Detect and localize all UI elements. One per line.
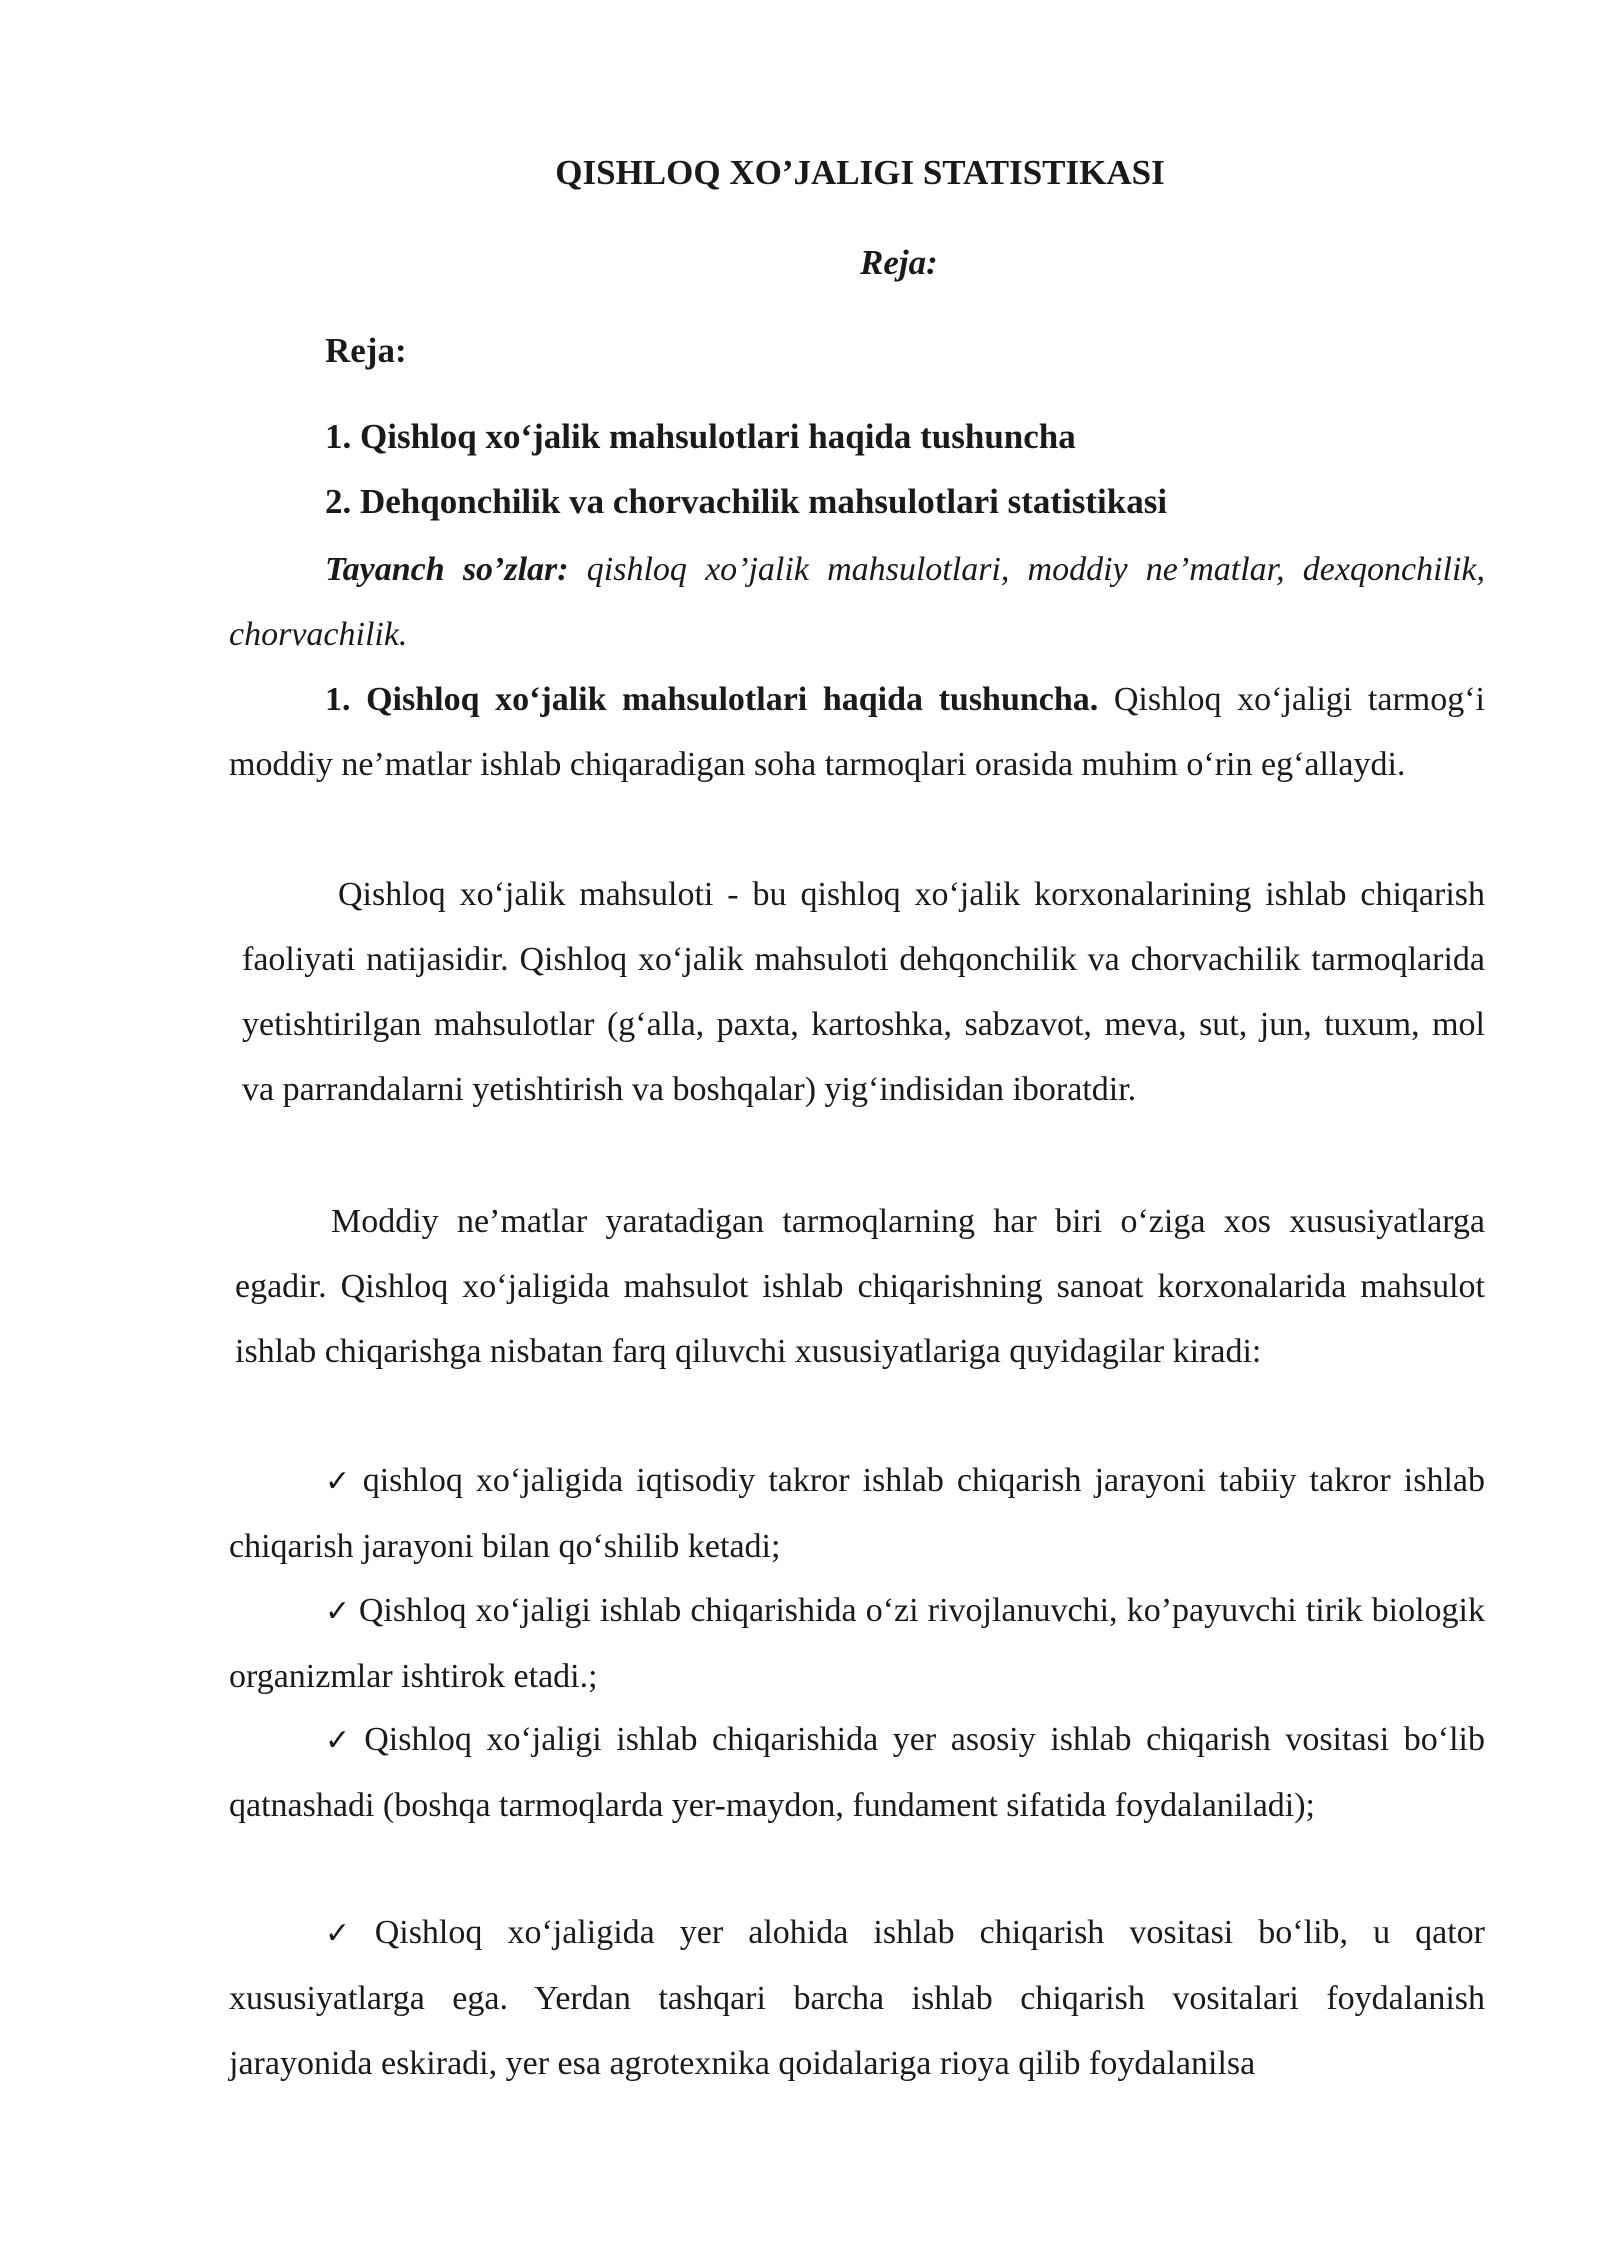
checkmark-icon: ✓ [325, 1723, 357, 1758]
bullet-item [229, 1578, 1485, 1709]
plan-item-2: 2. Dehqonchilik va chorvachilik mahsulotlari statistikasi [325, 482, 1168, 521]
bullet-item [229, 1900, 1485, 2096]
section-1-heading: 1. Qishloq xo‘jalik mahsulotlari haqida tushuncha. [325, 681, 1099, 718]
bullet-text: qishloq xo‘jaligida iqtisodiy takror ishlab chiqarish jarayoni tabiiy takror ishlab chiqarish jarayoni bilan qo‘shilib ketadi; [229, 1462, 1486, 1565]
section-1-text: Qishloq xo‘jaligi tarmog‘i moddiy ne’matlar ishlab chiqaradigan soha tarmoqlari orasida muhim o‘rin eg‘allaydi. [229, 681, 1486, 783]
checkmark-icon: ✓ [325, 1594, 351, 1629]
document-subtitle: Reja: [860, 243, 938, 282]
bullet-text: Qishloq xo‘jaligida yer alohida ishlab chiqarish vositasi bo‘lib, u qator xususiyatlarga ega. Yerdan tashqari barcha ishlab chiqarish vositalari foydalanish jarayonida eskiradi, yer esa agrotexnika qoidalariga rioya qilib foydalanilsa [229, 1914, 1486, 2082]
plan-item-1: 1. Qishloq xo‘jalik mahsulotlari haqida tushuncha [325, 417, 1076, 456]
definition-paragraph: Qishloq xo‘jalik mahsuloti - bu qishloq xo‘jalik korxonalarining ishlab chiqarish faoliyati natijasidir. Qishloq xo‘jalik mahsuloti dehqonchilik va chorvachilik tarmoqlarida yetishtirilgan mahsulotlar (g‘alla, paxta, kartoshka, sabzavot, meva, sut, jun, tuxum, mol va parrandalarni yetishtirish va boshqalar) yig‘indisidan iboratdir. [242, 876, 1485, 1108]
features-intro-paragraph: Moddiy ne’matlar yaratadigan tarmoqlarning har biri o‘ziga xos xususiyatlarga egadir. Qishloq xo‘jaligida mahsulot ishlab chiqarishning sanoat korxonalarida mahsulot ishlab chiqarishga nisbatan farq qiluvchi xususiyatlariga quyidagilar kiradi: [235, 1203, 1485, 1370]
keywords-text: qishloq xo’jalik mahsulotlari, moddiy ne’matlar, dexqonchilik, chorvachilik. [229, 551, 1485, 653]
bullet-text: Qishloq xo‘jaligi ishlab chiqarishida yer asosiy ishlab chiqarish vositasi bo‘lib qatnashadi (boshqa tarmoqlarda yer-maydon, fundament sifatida foydalaniladi); [229, 1721, 1485, 1824]
checkmark-icon: ✓ [325, 1916, 367, 1951]
keywords-paragraph [229, 537, 1485, 667]
keywords-label: Tayanch so’zlar: [325, 551, 569, 588]
plan-heading: Reja: [325, 331, 407, 370]
checkmark-icon: ✓ [325, 1464, 355, 1499]
section-1-paragraph [229, 667, 1485, 797]
bullet-text: Qishloq xo‘jaligi ishlab chiqarishida o‘zi rivojlanuvchi, ko’payuvchi tirik biologik organizmlar ishtirok etadi.; [229, 1592, 1486, 1695]
bullet-item [229, 1707, 1485, 1838]
document-title: QISHLOQ XO’JALIGI STATISTIKASI [555, 153, 1165, 192]
bullet-item [229, 1448, 1485, 1579]
